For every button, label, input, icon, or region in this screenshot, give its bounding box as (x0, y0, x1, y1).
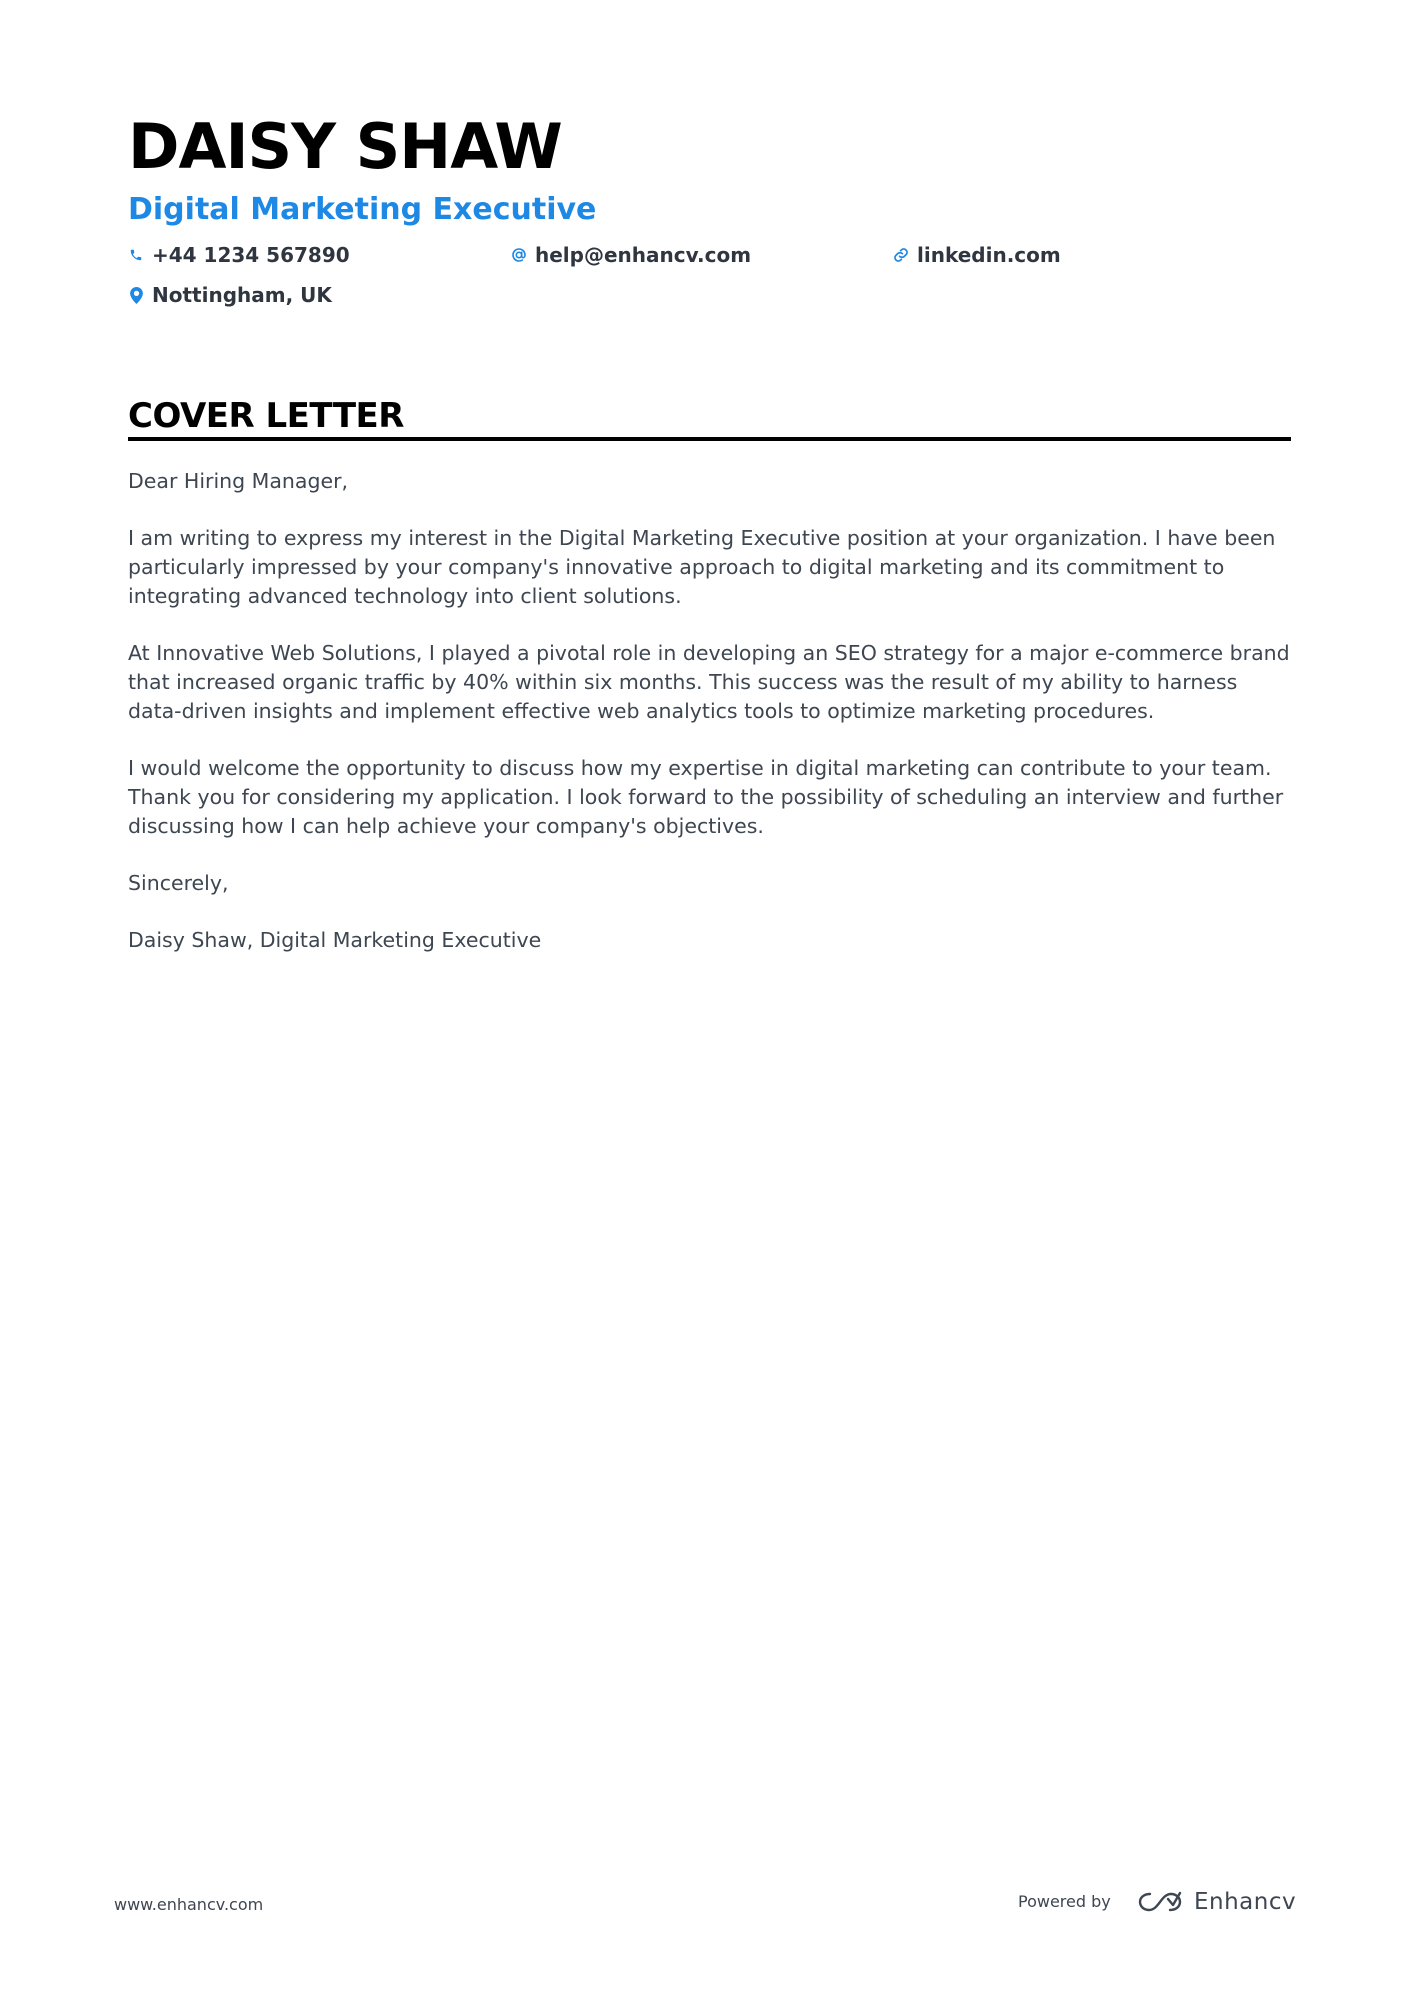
section-title: COVER LETTER (128, 396, 404, 436)
link-text: linkedin.com (917, 243, 1061, 267)
location-pin-icon (128, 285, 144, 305)
letter-paragraph: At Innovative Web Solutions, I played a pivotal role in developing an SEO strategy for a major e-commerce brand that increased organic traffic by 40% within six months. This success was the result of my ability to harness data-driven insights and implement effective web analytics tools to optimize marketing procedures. (128, 641, 1290, 723)
footer-website-link[interactable]: www.enhancv.com (114, 1895, 264, 1914)
brand-name: Enhancv (1194, 1889, 1297, 1915)
letter-paragraph: I would welcome the opportunity to discuss how my expertise in digital marketing can contribute to your team. Thank you for considering my application. I look forward to the possibility of scheduling an interview and further discussing how I can help achieve your company's objectives. (128, 756, 1284, 838)
contact-link (893, 241, 1061, 269)
email-text: help@enhancv.com (535, 243, 752, 267)
footer-powered-by: Powered by (1018, 1892, 1111, 1911)
location-text: Nottingham, UK (152, 283, 332, 307)
letter-closing: Sincerely, (128, 871, 229, 895)
phone-icon (128, 245, 144, 265)
letter-greeting: Dear Hiring Manager, (128, 469, 349, 493)
letter-signature: Daisy Shaw, Digital Marketing Executive (128, 928, 542, 952)
letter-paragraph: I am writing to express my interest in the Digital Marketing Executive position at your organization. I have been particularly impressed by your company's innovative approach to digital marketing and its commitment to integrating advanced technology into client solutions. (128, 526, 1276, 608)
contact-location (128, 281, 332, 309)
section-divider (128, 437, 1291, 441)
candidate-name: DAISY SHAW (128, 110, 562, 183)
contact-email (511, 241, 751, 269)
at-icon (511, 245, 527, 265)
footer-brand-logo[interactable] (1138, 1886, 1296, 1918)
contact-phone (128, 241, 350, 269)
phone-text: +44 1234 567890 (152, 243, 350, 267)
job-title: Digital Marketing Executive (128, 192, 597, 227)
link-icon (893, 245, 909, 265)
letter-body (128, 467, 1291, 983)
enhancv-logo-icon (1138, 1890, 1184, 1914)
